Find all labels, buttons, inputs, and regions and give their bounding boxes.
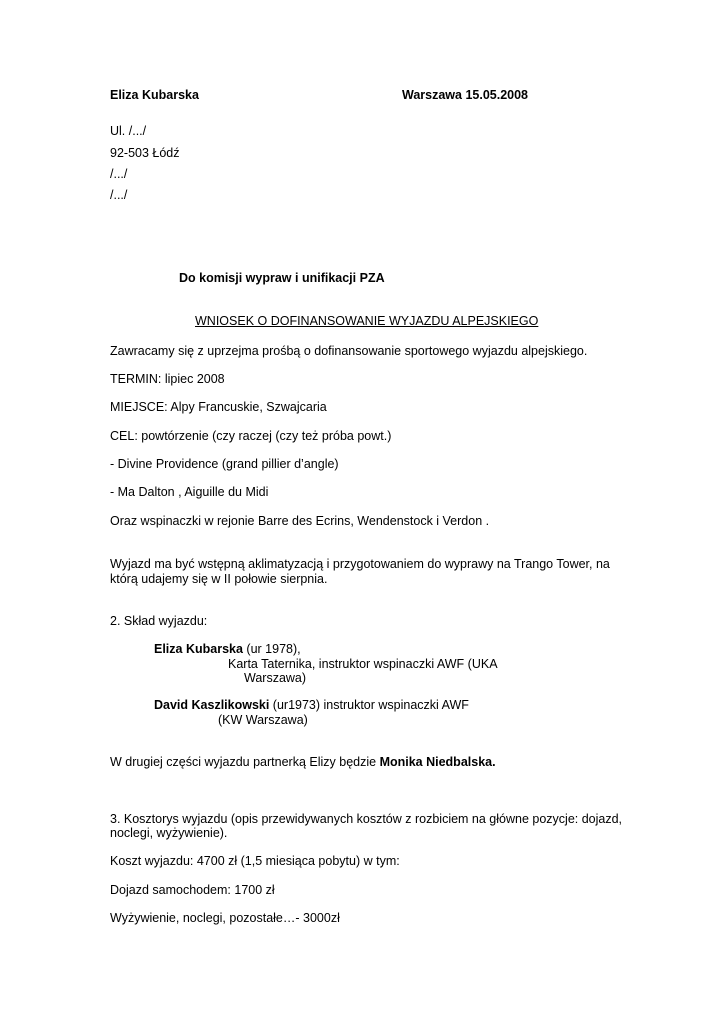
- cel-item-divine-providence: - Divine Providence (grand pillier d’angle): [110, 457, 339, 471]
- wyjazd-paragraph-line2: którą udajemy się w II połowie sierpnia.: [110, 572, 328, 586]
- kosztorys-heading-line1: 3. Kosztorys wyjazdu (opis przewidywanych kosztów z rozbiciem na główne pozycje: dojazd,: [110, 812, 623, 826]
- intro-paragraph: Zawracamy się z uprzejma prośbą o dofinansowanie sportowego wyjazdu alpejskiego.: [110, 344, 588, 358]
- address-line-4: /.../: [110, 188, 128, 202]
- partner-name: Monika Niedbalska.: [379, 755, 496, 769]
- partner-line: [110, 754, 496, 770]
- oraz-line: Oraz wspinaczki w rejonie Barre des Ecrins, Wendenstock i Verdon .: [110, 514, 490, 528]
- member-2-club: (KW Warszawa): [218, 713, 308, 727]
- address-line-3: /.../: [110, 167, 128, 181]
- document-title: WNIOSEK O DOFINANSOWANIE WYJAZDU ALPEJSKIEGO: [195, 314, 539, 328]
- member-2-name: David Kaszlikowski: [154, 698, 270, 712]
- wyjazd-paragraph-line1: Wyjazd ma być wstępną aklimatyzacją i przygotowaniem do wyprawy na Trango Tower, na: [110, 557, 610, 571]
- member-1-club: Warszawa): [244, 671, 307, 685]
- recipient: Do komisji wypraw i unifikacji PZA: [179, 271, 385, 285]
- place-date: Warszawa 15.05.2008: [402, 88, 529, 102]
- termin-line: TERMIN: lipiec 2008: [110, 372, 225, 386]
- kosztorys-heading-line2: noclegi, wyżywienie).: [110, 826, 228, 840]
- cel-line: CEL: powtórzenie (czy raczej (czy też próba powt.): [110, 429, 392, 443]
- author-name: Eliza Kubarska: [110, 88, 199, 102]
- dojazd-line: Dojazd samochodem: 1700 zł: [110, 883, 275, 897]
- cel-item-ma-dalton: - Ma Dalton , Aiguille du Midi: [110, 485, 269, 499]
- koszt-line: Koszt wyjazdu: 4700 zł (1,5 miesiąca pobytu) w tym:: [110, 854, 400, 868]
- wyzywienie-line: Wyżywienie, noclegi, pozostałe…- 3000zł: [110, 911, 340, 925]
- member-1-name: Eliza Kubarska: [154, 642, 243, 656]
- address-line-city: 92-503 Łódź: [110, 146, 180, 160]
- member-2-line: [154, 697, 469, 713]
- partner-text: W drugiej części wyjazdu partnerką Elizy będzie: [110, 755, 380, 769]
- member-1-info: (ur 1978),: [242, 642, 301, 656]
- miejsce-line: MIEJSCE: Alpy Francuskie, Szwajcaria: [110, 400, 327, 414]
- member-1-line: [154, 641, 301, 657]
- address-line-street: Ul. /.../: [110, 124, 147, 138]
- member-1-description: Karta Taternika, instruktor wspinaczki AWF (UKA: [228, 657, 498, 671]
- member-2-info: (ur1973) instruktor wspinaczki AWF: [269, 698, 469, 712]
- sklad-heading: 2. Skład wyjazdu:: [110, 614, 208, 628]
